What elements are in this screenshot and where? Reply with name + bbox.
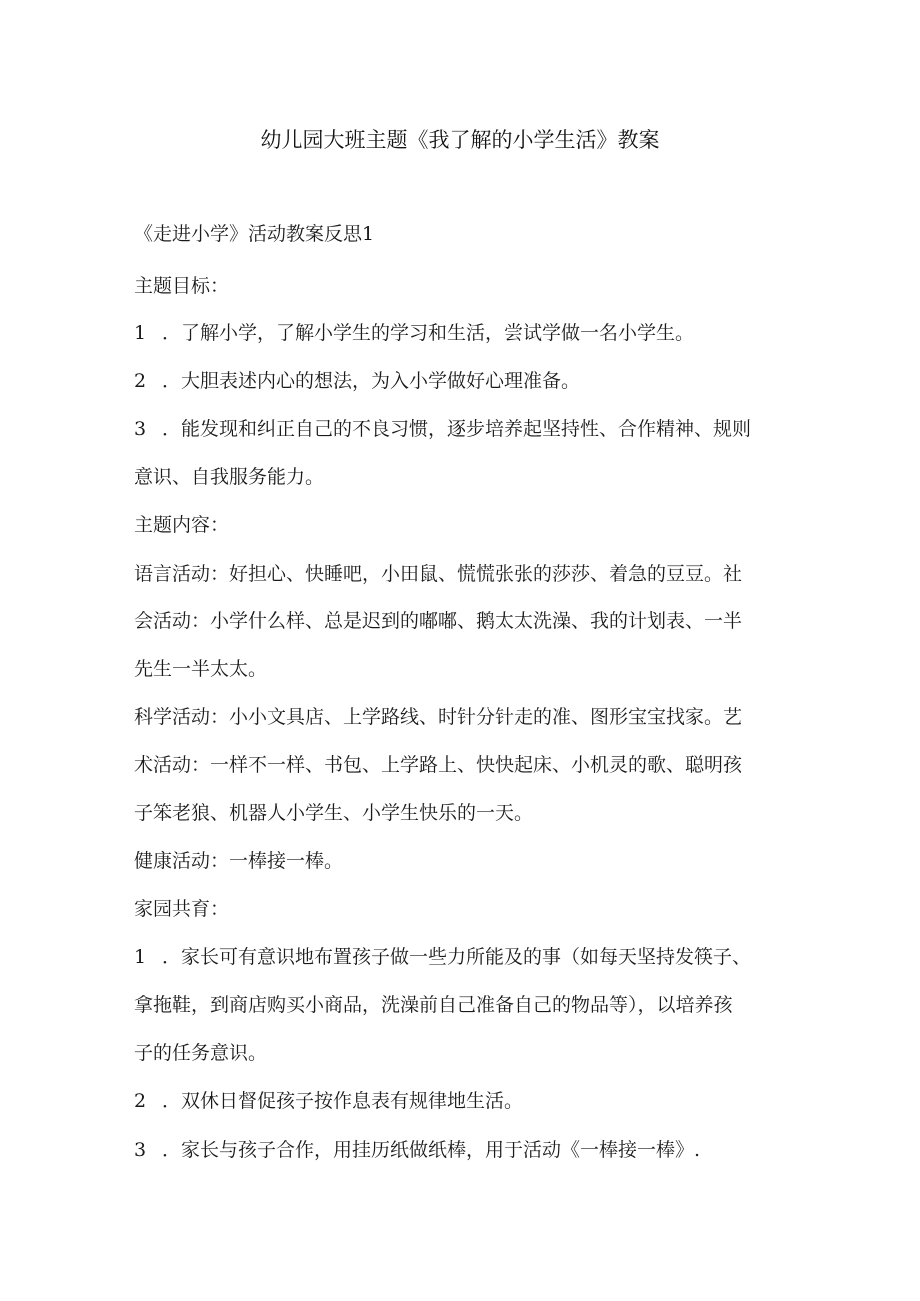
content-paragraph-line: 科学活动：小小文具店、上学路线、时针分针走的准、图形宝宝找家。艺 [134,706,743,728]
goal-item-1 [134,320,794,346]
goals-heading: 主题目标： [134,275,230,297]
section-subtitle: 《走进小学》活动教案反思1 [134,223,375,245]
goal-text: ．能发现和纠正自己的不良习惯，逐步培养起坚持性、合作精神、规则 [156,418,752,440]
goal-number: 1 [134,322,147,344]
content-paragraph-line: 子笨老狼、机器人小学生、小学生快乐的一天。 [134,802,534,824]
family-text: ．家长与孩子合作，用挂历纸做纸棒，用于活动《一棒接一棒》. [156,1139,701,1161]
content-paragraph-line: 健康活动：一棒接一棒。 [134,850,344,872]
family-item-3 [134,1137,794,1163]
content-paragraph-line: 先生一半太太。 [134,658,268,680]
goal-item-2 [134,368,794,394]
goal-number: 3 [134,418,147,440]
goal-text: ．了解小学，了解小学生的学习和生活，尝试学做一名小学生。 [156,322,695,344]
content-paragraph-line: 术活动：一样不一样、书包、上学路上、快快起床、小机灵的歌、聪明孩 [134,754,743,776]
family-heading: 家园共育： [134,898,230,920]
content-heading: 主题内容： [134,514,230,536]
goal-item-3 [134,416,794,442]
family-text: ．双休日督促孩子按作息表有规律地生活。 [156,1090,524,1112]
family-number: 2 [134,1090,147,1112]
family-number: 1 [134,946,147,968]
family-item-2 [134,1088,794,1114]
family-text: ．家长可有意识地布置孩子做一些力所能及的事（如每天坚持发筷子、 [156,946,752,968]
family-item-1 [134,944,794,970]
goal-text: ．大胆表述内心的想法，为入小学做好心理准备。 [156,370,581,392]
content-paragraph-line: 会活动：小学什么样、总是迟到的嘟嘟、鹅太太洗澡、我的计划表、一半 [134,610,743,632]
family-item-1-cont: 子的任务意识。 [134,1042,268,1064]
content-paragraph-line: 语言活动：好担心、快睡吧，小田鼠、慌慌张张的莎莎、着急的豆豆。社 [134,563,743,585]
page-title: 幼儿园大班主题《我了解的小学生活》教案 [260,128,660,152]
goal-number: 2 [134,370,147,392]
family-number: 3 [134,1139,147,1161]
family-item-1-cont: 拿拖鞋，到商店购买小商品，洗澡前自己准备自己的物品等），以培养孩 [134,994,733,1016]
goal-item-3-cont: 意识、自我服务能力。 [134,466,325,488]
